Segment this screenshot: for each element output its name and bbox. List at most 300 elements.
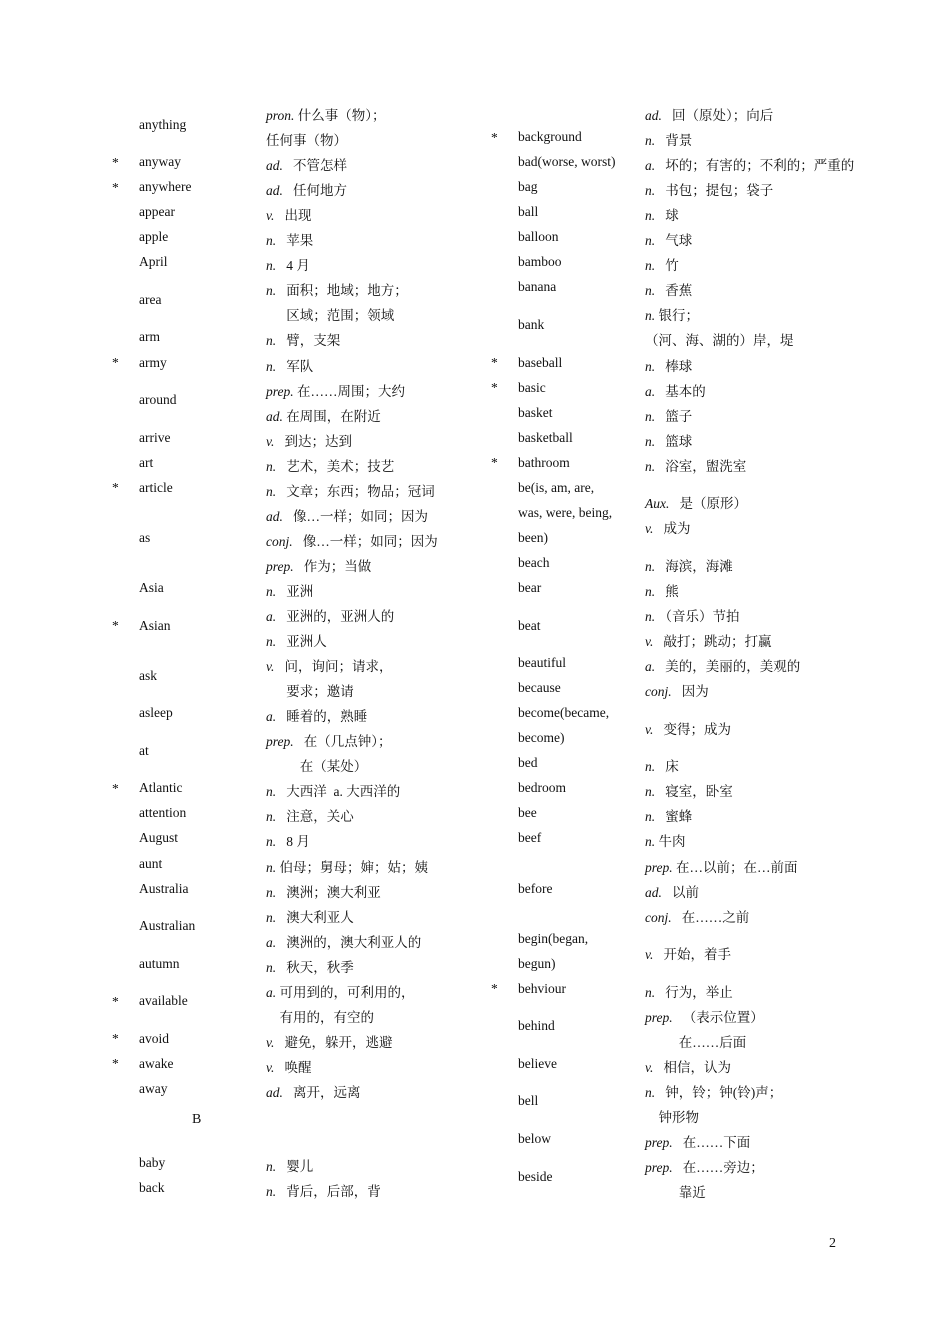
definition-text: 床 — [655, 759, 679, 775]
definition-line — [266, 655, 393, 675]
headword-line: April — [139, 254, 168, 270]
definition-line — [645, 229, 692, 249]
part-of-speech: n. — [645, 233, 656, 249]
definition-text: 出现 — [274, 208, 312, 224]
definition-line — [266, 405, 381, 425]
entry-row — [108, 576, 488, 601]
definition-text: 有用的，有空的 — [266, 1009, 374, 1025]
entry-row — [108, 877, 488, 902]
headword-line: anything — [139, 116, 187, 132]
definition-text: 因为 — [671, 684, 709, 700]
headword-line: ball — [518, 204, 539, 220]
definition-text: 离开，远离 — [282, 1084, 361, 1100]
part-of-speech: n. — [266, 884, 277, 900]
part-of-speech: prep. — [645, 1135, 673, 1151]
headword-line: was, were, being, — [518, 504, 613, 520]
definition-line — [645, 1056, 731, 1076]
definition-text: 相信，认为 — [653, 1059, 731, 1075]
definition-line — [266, 705, 367, 725]
entry-row — [487, 1052, 887, 1077]
headword-line: become(became, — [518, 705, 610, 721]
definition-line — [645, 405, 692, 425]
definition-text: 篮球 — [655, 433, 693, 449]
definition-line — [266, 730, 392, 750]
definition-text: 蜜蜂 — [655, 809, 693, 825]
star-mark: * — [491, 355, 498, 371]
entry-row — [487, 801, 887, 826]
definition-line — [266, 279, 408, 299]
definition-text: 澳洲；澳大利亚 — [276, 884, 381, 900]
entry-row — [487, 401, 887, 426]
section-letter-heading: B — [192, 1112, 202, 1127]
definition-line — [266, 630, 327, 650]
definition-line — [266, 505, 428, 525]
part-of-speech: v. — [645, 947, 654, 963]
definition-text: 钟，铃；钟(铃)声； — [655, 1084, 783, 1100]
definition-line — [266, 1180, 381, 1200]
definition-text: 球 — [655, 208, 679, 224]
definition-line — [645, 1156, 764, 1176]
headword-line: as — [139, 529, 151, 545]
definition-line — [266, 129, 347, 149]
definition-text: （音乐）节拍 — [655, 609, 740, 624]
part-of-speech: prep. — [266, 558, 294, 574]
definition-text: 浴室，盥洗室 — [655, 458, 747, 474]
definition-text: 美的，美丽的，美观的 — [655, 659, 801, 675]
definition-line — [266, 380, 405, 400]
part-of-speech: n. — [645, 258, 656, 274]
part-of-speech: n. — [645, 583, 656, 599]
definition-line — [645, 129, 692, 149]
headword-line: beat — [518, 617, 541, 633]
headword-line: because — [518, 680, 561, 696]
entry-row — [108, 601, 488, 651]
definition-text: 苹果 — [276, 233, 314, 249]
star-mark: * — [112, 154, 119, 170]
headword-line: bad(worse, worst) — [518, 154, 616, 170]
star-mark: * — [112, 618, 119, 634]
entry-row — [108, 776, 488, 801]
entry-row — [487, 150, 887, 175]
entry-row — [487, 826, 887, 851]
entry-row — [487, 125, 887, 150]
entry-row — [487, 927, 887, 977]
definition-line — [266, 1081, 361, 1101]
definition-line — [266, 805, 354, 825]
definition-line — [266, 605, 394, 625]
headword-line: beautiful — [518, 655, 566, 671]
definition-text: 在……之前 — [671, 909, 750, 925]
part-of-speech: n. — [266, 1184, 277, 1200]
entry-row — [487, 1077, 887, 1127]
part-of-speech: n. — [645, 308, 656, 324]
definition-line — [645, 1181, 706, 1201]
entry-row — [108, 701, 488, 726]
definition-line — [645, 718, 731, 738]
definition-text: 牛肉 — [655, 834, 686, 850]
definition-text: 睡着的，熟睡 — [276, 709, 368, 725]
definition-text: 竹 — [655, 258, 679, 274]
part-of-speech: n. — [266, 809, 277, 825]
star-mark: * — [112, 780, 119, 796]
definition-line — [645, 104, 773, 124]
entry-row — [108, 275, 488, 325]
headword-line: Australia — [139, 880, 189, 896]
part-of-speech: n. — [645, 759, 656, 775]
headword-line: away — [139, 1080, 168, 1096]
headword-line: behind — [518, 1018, 555, 1034]
headword-line: available — [139, 993, 188, 1009]
definition-line — [645, 680, 709, 700]
definition-line — [266, 179, 347, 199]
definition-line — [645, 555, 733, 575]
part-of-speech: conj. — [266, 533, 293, 549]
star-mark: * — [491, 380, 498, 396]
definition-line — [266, 430, 352, 450]
definition-text: 敲打；跳动；打赢 — [653, 634, 772, 650]
part-of-speech: a. — [645, 383, 656, 399]
definition-line — [266, 555, 371, 575]
definition-line — [645, 630, 772, 650]
definition-text: 艺术，美术；技艺 — [276, 458, 395, 474]
entry-row — [487, 1127, 887, 1152]
entry-row — [108, 451, 488, 476]
definition-text: 要求；邀请 — [266, 684, 354, 700]
part-of-speech: prep. — [266, 383, 294, 399]
part-of-speech: conj. — [645, 684, 672, 700]
part-of-speech: n. — [645, 408, 656, 424]
definition-text: 秋天，秋季 — [276, 959, 354, 975]
definition-line — [645, 780, 733, 800]
part-of-speech: n. — [266, 634, 277, 650]
definition-text: 可用到的，可利用的， — [276, 984, 415, 1000]
part-of-speech: ad. — [266, 408, 283, 424]
headword-line: bedroom — [518, 780, 566, 796]
entry-row — [108, 1052, 488, 1077]
entry-row — [487, 551, 887, 576]
headword-line: believe — [518, 1055, 557, 1071]
headword-line: banana — [518, 279, 557, 295]
entry-row — [108, 476, 488, 501]
headword-line: beef — [518, 830, 542, 846]
definition-text: 什么事（物）； — [294, 108, 386, 123]
definition-text: 澳大利亚人 — [276, 909, 354, 925]
part-of-speech: ad. — [645, 884, 662, 900]
definition-text: 臂，支架 — [276, 333, 341, 349]
definition-text: 书包；提包；袋子 — [655, 183, 774, 199]
part-of-speech: n. — [266, 458, 277, 474]
entry-row — [487, 225, 887, 250]
headword-line: basic — [518, 379, 546, 395]
definition-line — [645, 279, 692, 299]
definition-line — [266, 755, 367, 775]
definition-text: 亚洲 — [276, 583, 314, 599]
definition-line — [645, 605, 740, 625]
part-of-speech: n. — [266, 834, 277, 850]
entry-row — [108, 351, 488, 376]
definition-line — [266, 355, 313, 375]
entry-row — [108, 376, 488, 426]
entry-row — [487, 1002, 887, 1052]
entry-row — [487, 576, 887, 601]
headword-line: at — [139, 742, 149, 758]
part-of-speech: a. — [266, 609, 277, 624]
part-of-speech: v. — [645, 1059, 654, 1075]
part-of-speech: n. — [266, 583, 277, 599]
definition-line — [266, 906, 354, 926]
definition-text: 8 月 — [276, 834, 310, 850]
headword-line: aunt — [139, 855, 163, 871]
part-of-speech: n. — [266, 1159, 277, 1174]
part-of-speech: n. — [645, 784, 656, 800]
headword-line: avoid — [139, 1030, 169, 1046]
definition-text: 在……旁边； — [672, 1160, 764, 1176]
definition-text: 在……后面 — [645, 1034, 747, 1050]
definition-text: 文章；东西；物品；冠词 — [276, 483, 435, 499]
definition-line — [645, 1031, 746, 1051]
part-of-speech: n. — [645, 834, 656, 850]
headword-line: begin(began, — [518, 930, 589, 946]
part-of-speech: prep. — [266, 734, 294, 750]
definition-line — [645, 517, 691, 537]
entry-row — [108, 852, 488, 877]
definition-text: 大西洋 a. 大西洋的 — [276, 784, 401, 800]
headword-line: bear — [518, 579, 542, 595]
entry-row — [487, 200, 887, 225]
part-of-speech: v. — [645, 521, 654, 537]
part-of-speech: n. — [645, 208, 656, 224]
entry-row — [108, 1077, 488, 1102]
definition-line — [645, 355, 692, 375]
headword-line: Asian — [139, 617, 171, 633]
definition-text: 成为 — [653, 521, 691, 537]
part-of-speech: pron. — [266, 108, 295, 123]
star-mark: * — [112, 355, 119, 371]
entry-row — [108, 200, 488, 225]
definition-text: 任何地方 — [282, 183, 347, 199]
headword-line: article — [139, 479, 173, 495]
part-of-speech: v. — [266, 659, 275, 675]
headword-line: attention — [139, 805, 187, 821]
headword-line: basket — [518, 404, 553, 420]
definition-text: 在……下面 — [672, 1135, 751, 1151]
part-of-speech: a. — [266, 984, 277, 1000]
entry-row — [487, 100, 887, 125]
entry-row — [108, 977, 488, 1027]
part-of-speech: n. — [645, 809, 656, 825]
definition-line — [266, 881, 381, 901]
definition-text: 亚洲人 — [276, 634, 327, 650]
star-mark: * — [112, 993, 119, 1009]
headword-line: Australian — [139, 918, 196, 934]
definition-text: 军队 — [276, 358, 314, 374]
definition-text: 开始，着手 — [653, 947, 731, 963]
entry-row — [108, 826, 488, 851]
definition-line — [645, 430, 692, 450]
definition-text: 回（原处）；向后 — [661, 108, 774, 123]
part-of-speech: ad. — [266, 158, 283, 174]
headword-line: arrive — [139, 429, 171, 445]
definition-line — [645, 329, 794, 349]
entry-row — [108, 426, 488, 451]
definition-text: 作为；当做 — [293, 558, 372, 574]
headword-line: be(is, am, are, — [518, 479, 595, 495]
definition-text: 面积；地域；地方； — [276, 283, 408, 299]
star-mark: * — [112, 480, 119, 496]
definition-text: 寝室，卧室 — [655, 784, 733, 800]
part-of-speech: conj. — [645, 909, 672, 925]
definition-text: 问，询问；请求， — [274, 659, 393, 675]
definition-line — [645, 830, 686, 850]
definition-text: 像…一样；如同；因为 — [292, 533, 438, 549]
headword-line: below — [518, 1131, 551, 1147]
headword-line: army — [139, 354, 167, 370]
definition-line — [645, 204, 679, 224]
entry-row — [487, 676, 887, 701]
definition-line — [645, 380, 706, 400]
definition-text: 不管怎样 — [282, 158, 347, 174]
entry-row — [108, 225, 488, 250]
definition-text: 棒球 — [655, 358, 693, 374]
entry-row — [108, 250, 488, 275]
definition-text: 气球 — [655, 233, 693, 249]
part-of-speech: a. — [645, 659, 656, 675]
entry-row — [487, 1152, 887, 1202]
headword-line: become) — [518, 730, 565, 746]
definition-line — [266, 956, 354, 976]
definition-line — [266, 329, 340, 349]
definition-text: 篮子 — [655, 408, 693, 424]
definition-line — [266, 304, 394, 324]
headword-line: Asia — [139, 579, 164, 595]
definition-text: 熊 — [655, 583, 679, 599]
part-of-speech: n. — [645, 458, 656, 474]
entry-row — [108, 651, 488, 701]
part-of-speech: prep. — [645, 1009, 673, 1025]
part-of-speech: n. — [266, 784, 277, 800]
definition-text: 在（某处） — [266, 759, 368, 775]
definition-line — [645, 906, 749, 926]
entry-row — [487, 250, 887, 275]
part-of-speech: n. — [645, 283, 656, 299]
entry-row — [108, 501, 488, 576]
definition-text: 变得；成为 — [653, 721, 731, 737]
definition-line — [266, 254, 310, 274]
star-mark: * — [491, 129, 498, 145]
headword-line: area — [139, 291, 162, 307]
part-of-speech: a. — [266, 934, 277, 950]
headword-line: bell — [518, 1093, 539, 1109]
entry-row — [487, 776, 887, 801]
definition-text: 在…以前；在…前面 — [672, 859, 798, 875]
definition-line — [266, 204, 312, 224]
definition-line — [645, 179, 773, 199]
entry-row — [487, 426, 887, 451]
part-of-speech: a. — [266, 709, 277, 725]
definition-line — [266, 1155, 313, 1175]
entry-row — [487, 175, 887, 200]
headword-line: autumn — [139, 955, 180, 971]
entry-row — [108, 325, 488, 350]
definition-line — [645, 1106, 699, 1126]
headword-line: balloon — [518, 229, 559, 245]
entry-row — [487, 451, 887, 476]
definition-text: 像…一样；如同；因为 — [282, 508, 428, 524]
headword-line: bee — [518, 805, 537, 821]
definition-line — [645, 981, 733, 1001]
definition-text: 行为，举止 — [655, 984, 733, 1000]
definition-line — [645, 304, 699, 324]
definition-line — [266, 856, 428, 876]
definition-line — [266, 1006, 374, 1026]
part-of-speech: Aux. — [645, 496, 670, 512]
definition-line — [645, 254, 679, 274]
entry-row — [108, 150, 488, 175]
part-of-speech: n. — [645, 558, 656, 574]
definition-text: 钟形物 — [645, 1109, 699, 1125]
definition-line — [266, 680, 354, 700]
definition-line — [266, 780, 400, 800]
part-of-speech: v. — [266, 433, 275, 449]
definition-text: 靠近 — [645, 1185, 706, 1201]
part-of-speech: v. — [266, 1034, 275, 1050]
entry-row — [108, 952, 488, 977]
part-of-speech: n. — [645, 1084, 656, 1100]
definition-line — [645, 943, 731, 963]
definition-line — [645, 655, 800, 675]
definition-text: 基本的 — [655, 383, 706, 399]
part-of-speech: v. — [266, 1059, 275, 1075]
definition-line — [266, 1056, 312, 1076]
definition-line — [645, 492, 747, 512]
headword-line: bathroom — [518, 454, 570, 470]
definition-text: 香蕉 — [655, 283, 693, 299]
headword-line: behviour — [518, 980, 566, 996]
entry-row — [108, 1027, 488, 1052]
star-mark: * — [112, 179, 119, 195]
definition-text: 到达；达到 — [274, 433, 352, 449]
definition-line — [645, 1131, 750, 1151]
entry-row — [487, 275, 887, 300]
part-of-speech: n. — [645, 609, 656, 624]
part-of-speech: a. — [645, 158, 656, 174]
definition-text: 亚洲的，亚洲人的 — [276, 609, 395, 624]
part-of-speech: v. — [645, 721, 654, 737]
definition-text: 注意，关心 — [276, 809, 354, 825]
definition-text: 坏的；有害的；不利的；严重的 — [655, 158, 855, 174]
part-of-speech: n. — [645, 358, 656, 374]
headword-line: been) — [518, 529, 548, 545]
part-of-speech: n. — [645, 433, 656, 449]
headword-line: appear — [139, 204, 175, 220]
definition-text: 婴儿 — [276, 1159, 314, 1174]
definition-text: 区域；范围；领域 — [266, 308, 395, 324]
definition-text: （表示位置） — [672, 1009, 764, 1025]
entry-row — [108, 726, 488, 776]
definition-text: 澳洲的，澳大利亚人的 — [276, 934, 422, 950]
definition-line — [645, 755, 679, 775]
entry-row — [108, 175, 488, 200]
part-of-speech: ad. — [266, 183, 283, 199]
definition-line — [266, 229, 313, 249]
headword-line: background — [518, 129, 582, 145]
entry-row — [487, 751, 887, 776]
headword-line: ask — [139, 667, 157, 683]
definition-text: 是（原形） — [669, 496, 747, 512]
star-mark: * — [112, 1031, 119, 1047]
definition-text: 银行； — [655, 308, 699, 324]
definition-text: 在……周围；大约 — [293, 383, 405, 399]
